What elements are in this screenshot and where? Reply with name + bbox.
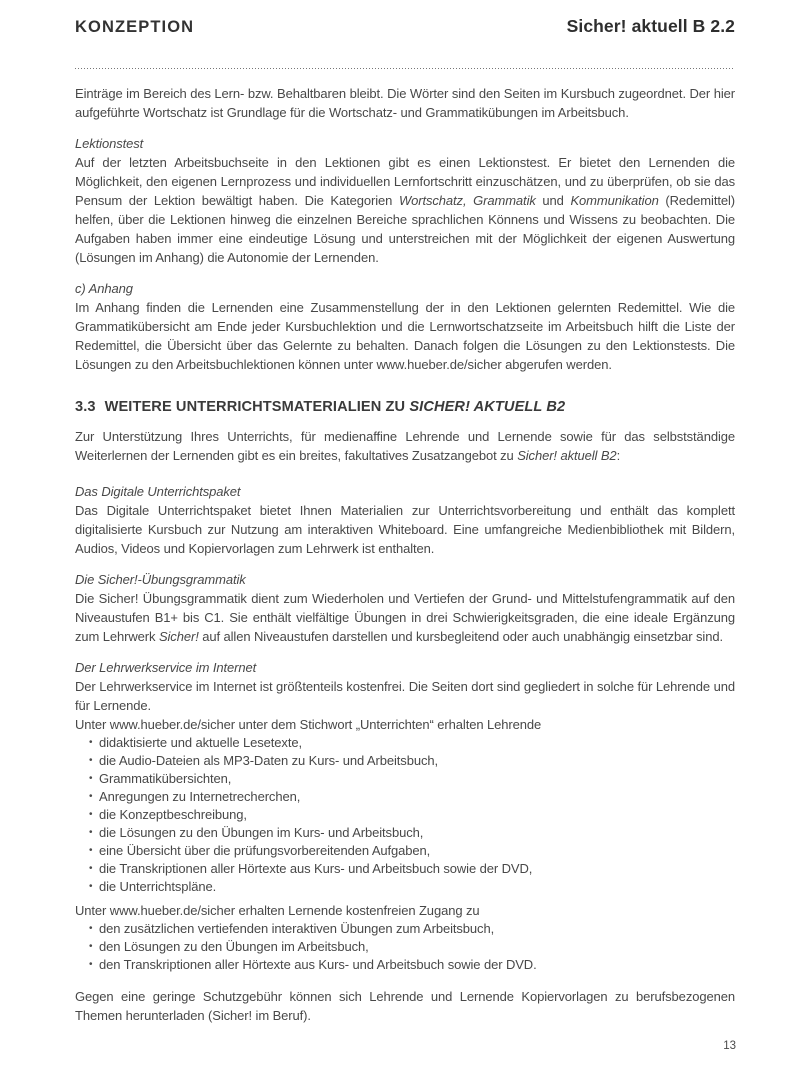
- intro-paragraph: Einträge im Bereich des Lern- bzw. Behaltbaren bleibt. Die Wörter sind den Seiten im Kursbuch zugeordnet. Der hier aufgeführte Wortschatz ist Grundlage für die Wortschatz- und Grammatikübungen im Arbeitsbuch.: [75, 86, 735, 120]
- uebungsgrammatik-heading: Die Sicher!-Übungsgrammatik: [75, 572, 246, 587]
- list-item: • den Transkriptionen aller Hörtexte aus Kurs- und Arbeitsbuch sowie der DVD.: [89, 956, 735, 974]
- list-item: • didaktisierte und aktuelle Lesetexte,: [89, 734, 735, 752]
- digitales-paket-heading: Das Digitale Unterrichtspaket: [75, 484, 241, 499]
- section-33-intro: Zur Unterstützung Ihres Unterrichts, für medienaffine Lehrende und Lernende sowie für das selbstständige Weiterlernen der Lernenden gibt es ein breites, fakultatives Zusatzangebot zu Sicher! aktuell B2:: [75, 429, 735, 463]
- page-header: [75, 16, 735, 37]
- list-item: • die Transkriptionen aller Hörtexte aus Kurs- und Arbeitsbuch sowie der DVD,: [89, 860, 735, 878]
- section-33-heading: 3.3 WEITERE UNTERRICHTSMATERIALIEN ZU SICHER! AKTUELL B2: [75, 399, 566, 415]
- list-item: • die Audio-Dateien als MP3-Daten zu Kurs- und Arbeitsbuch,: [89, 752, 735, 770]
- section-lehrwerkservice: [75, 658, 735, 974]
- lehrwerkservice-heading: Der Lehrwerkservice im Internet: [75, 660, 257, 675]
- header-book-title: Sicher! aktuell B 2.2: [566, 16, 735, 36]
- lektionstest-heading: Lektionstest: [75, 136, 144, 151]
- list-item: • die Lösungen zu den Übungen im Kurs- und Arbeitsbuch,: [89, 824, 735, 842]
- dotted-divider: [75, 68, 735, 69]
- page-number: 13: [723, 1040, 736, 1052]
- lehrende-list-intro: Unter www.hueber.de/sicher unter dem Stichwort „Unterrichten“ erhalten Lehrende: [75, 717, 542, 732]
- lehrende-bullet-list: [75, 734, 735, 896]
- section-uebungsgrammatik: [75, 570, 735, 646]
- lehrwerkservice-paragraph: Der Lehrwerkservice im Internet ist größtenteils kostenfrei. Die Seiten dort sind gegliedert in solche für Lehrende und für Lernende.: [75, 679, 735, 713]
- list-item: • Anregungen zu Internetrecherchen,: [89, 788, 735, 806]
- section-anhang: [75, 279, 735, 374]
- list-item: • den zusätzlichen vertiefenden interaktiven Übungen zum Arbeitsbuch,: [89, 920, 735, 938]
- list-item: • die Unterrichtspläne.: [89, 878, 735, 896]
- anhang-heading: c) Anhang: [75, 281, 133, 296]
- digitales-paket-paragraph: Das Digitale Unterrichtspaket bietet Ihnen Materialien zur Unterrichtsvorbereitung und enthält das komplett digitalisierte Kursbuch zur Nutzung am interaktiven Whiteboard. Eine umfangreiche Medienbibliothek mit Bildern, Audios, Videos und Kopiervorlagen zum Lehrwerk ist enthalten.: [75, 503, 735, 556]
- list-item: • Grammatikübersichten,: [89, 770, 735, 788]
- header-section-label: KONZEPTION: [75, 18, 195, 36]
- list-item: • die Konzeptbeschreibung,: [89, 806, 735, 824]
- lernende-bullet-list: [75, 920, 735, 974]
- lektionstest-paragraph: Auf der letzten Arbeitsbuchseite in den Lektionen gibt es einen Lektionstest. Er bietet den Lernenden die Möglichkeit, den eigenen Lernprozess und individuellen Lernfortschritt einzuschätzen, und zu überprüfen, ob sie das Pensum der Lektion bewältigt haben. Die Kategorien Wortschatz, Grammatik und Kommunikation (Redemittel) helfen, über die Lektionen hinweg die einzelnen Bereiche sprachlichen Könnens und Wissens zu beobachten. Die Aufgaben haben immer eine eindeutige Lösung und unterstreichen mit der Möglichkeit der eigenen Auswertung (Lösungen im Anhang) die Autonomie der Lernenden.: [75, 155, 735, 265]
- anhang-paragraph: Im Anhang finden die Lernenden eine Zusammenstellung der in den Lektionen gelernten Redemittel. Wie die Grammatikübersicht am Ende jeder Kursbuchlektion und die Lernwortschatzseite im Arbeitsbuch hilft die Liste der Redemittel, die Übersicht über das Gelernte zu behalten. Danach folgen die Lösungen zu den Lektionstests. Die Lösungen zu den Arbeitsbuchlektionen können unter www.hueber.de/sicher abgerufen werden.: [75, 300, 735, 372]
- list-item: • eine Übersicht über die prüfungsvorbereitenden Aufgaben,: [89, 842, 735, 860]
- list-item: • den Lösungen zu den Übungen im Arbeitsbuch,: [89, 938, 735, 956]
- uebungsgrammatik-paragraph: Die Sicher! Übungsgrammatik dient zum Wiederholen und Vertiefen der Grund- und Mittelstufengrammatik auf den Niveaustufen B1+ bis C1. Sie enthält vielfältige Übungen in drei Schwierigkeitsgraden, die eine ideale Ergänzung zum Lehrwerk Sicher! auf allen Niveaustufen darstellen und kursbegleitend oder auch unabhängig einsetzbar sind.: [75, 591, 735, 644]
- section-lektionstest: [75, 134, 735, 267]
- closing-paragraph: Gegen eine geringe Schutzgebühr können sich Lehrende und Lernende Kopiervorlagen zu berufsbezogenen Themen herunterladen (Sicher! im Beruf).: [75, 989, 735, 1023]
- lernende-list-intro: Unter www.hueber.de/sicher erhalten Lernende kostenfreien Zugang zu: [75, 903, 480, 918]
- section-digitales-paket: [75, 482, 735, 558]
- page-body: [75, 84, 735, 1025]
